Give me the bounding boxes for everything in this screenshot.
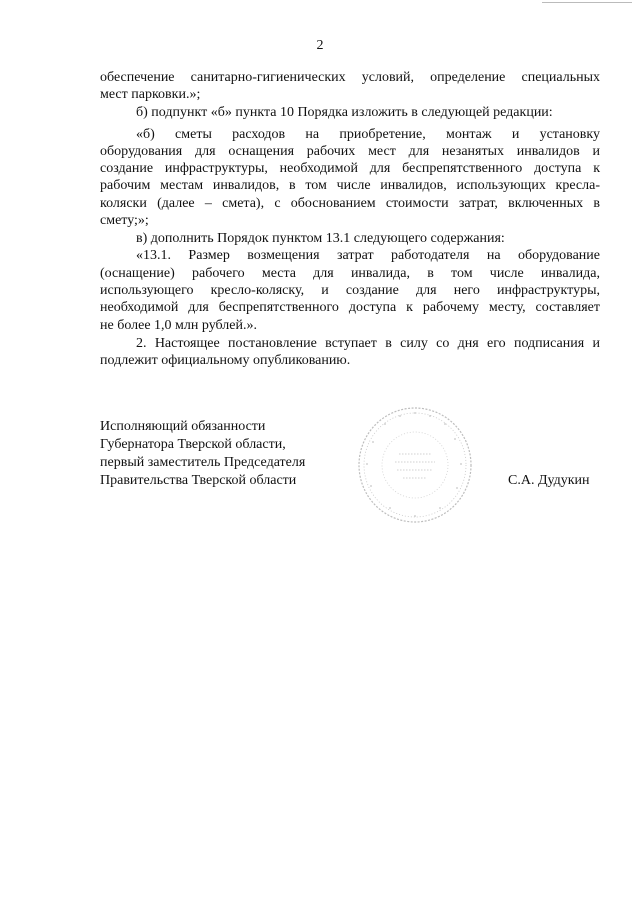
signature-line: Правительства Тверской области	[100, 473, 297, 488]
text-line: не более 1,0 млн рублей.».	[100, 318, 257, 333]
official-seal-stamp	[355, 404, 475, 526]
text-line: б) подпункт «б» пункта 10 Порядка изложить в следующей редакции:	[136, 105, 553, 120]
text-line: использующего кресло-коляску, и создание для него инфраструктуры,	[100, 283, 600, 298]
text-line: (оснащение) рабочего места для инвалида, в том числе инвалида,	[100, 266, 600, 281]
text-line: создание инфраструктуры, необходимой для беспрепятственного доступа к	[100, 161, 600, 176]
text-line: коляски (далее – смета), с обоснованием стоимости затрат, включенных в	[100, 196, 600, 211]
signature-line: Губернатора Тверской области,	[100, 437, 286, 452]
text-line: «13.1. Размер возмещения затрат работодателя на оборудование	[136, 248, 600, 263]
signature-line: Исполняющий обязанности	[100, 419, 266, 434]
text-line: необходимой для беспрепятственного доступа к рабочему месту, составляет	[100, 300, 600, 315]
top-rule	[542, 2, 632, 3]
text-line: обеспечение санитарно-гигиенических условий, определение специальных	[100, 70, 600, 85]
signatory-name: С.А. Дудукин	[508, 473, 590, 488]
text-line: мест парковки.»;	[100, 87, 201, 102]
signature-line: первый заместитель Председателя	[100, 455, 306, 470]
text-line: оборудования для оснащения рабочих мест для незанятых инвалидов и	[100, 144, 600, 159]
text-line: смету;»;	[100, 213, 149, 228]
page-number: 2	[316, 38, 324, 53]
text-line: подлежит официальному опубликованию.	[100, 353, 351, 368]
text-line: 2. Настоящее постановление вступает в силу со дня его подписания и	[136, 336, 600, 351]
text-line: рабочим местам инвалидов, в том числе инвалидов, использующих кресла-	[100, 178, 600, 193]
text-line: «б) сметы расходов на приобретение, монтаж и установку	[136, 127, 600, 142]
text-line: в) дополнить Порядок пунктом 13.1 следующего содержания:	[136, 231, 505, 246]
